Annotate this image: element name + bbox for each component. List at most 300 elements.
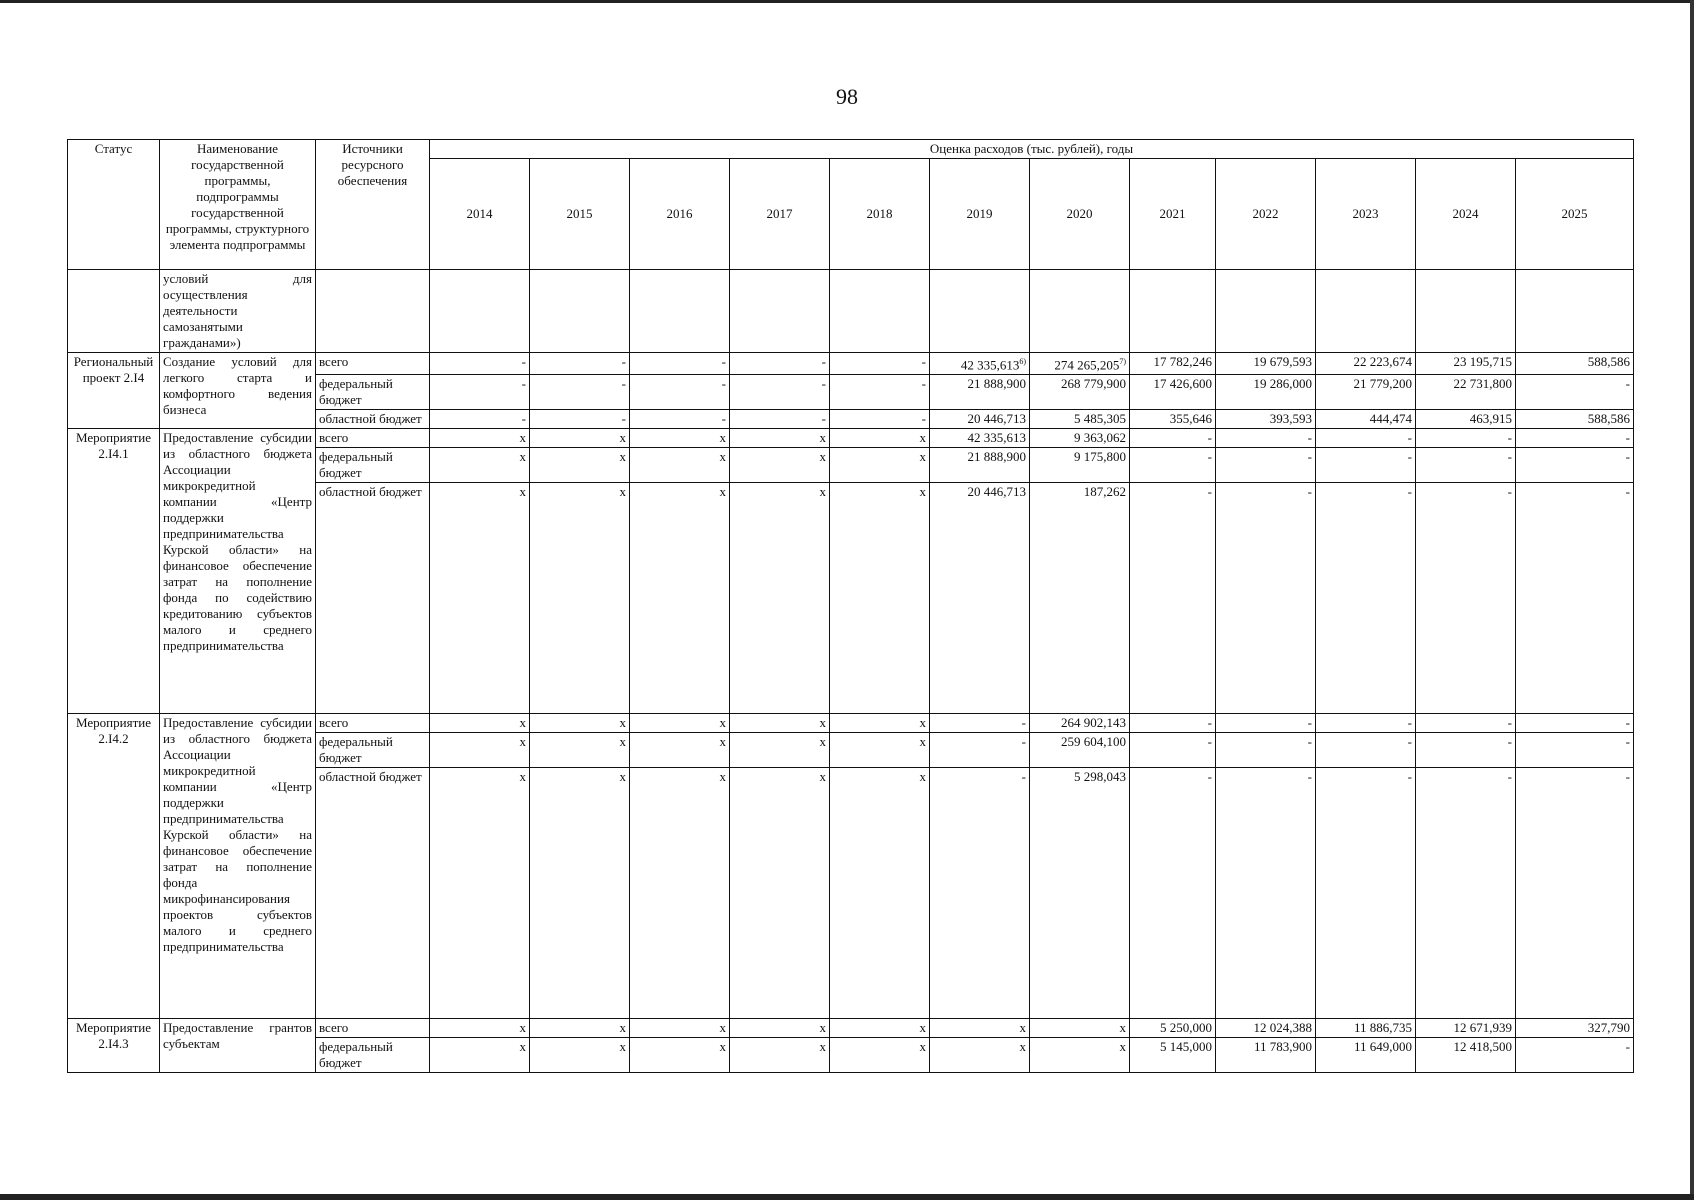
funding-source-cell: всего	[316, 1019, 430, 1038]
funding-source-cell: областной бюджет	[316, 410, 430, 429]
scan-border-bottom	[0, 1194, 1694, 1200]
value-cell	[1216, 714, 1316, 733]
value-text: -	[1307, 734, 1312, 750]
value-cell	[630, 768, 730, 1019]
status-cell: Региональный проект 2.I4	[68, 353, 160, 429]
header-year: 2019	[930, 159, 1030, 270]
value-text: 268 779,900	[1061, 376, 1126, 392]
value-text: -	[821, 354, 826, 369]
value-cell	[930, 1019, 1030, 1038]
value-text: -	[921, 354, 926, 369]
header-row	[68, 140, 1634, 159]
budget-table	[67, 139, 1634, 1073]
value-text: x	[819, 1039, 826, 1055]
value-text: x	[819, 715, 826, 731]
value-text: x	[619, 715, 626, 731]
value-cell	[530, 714, 630, 733]
value-cell	[1030, 448, 1130, 483]
continuation-row	[68, 270, 1634, 353]
value-cell	[1130, 410, 1216, 429]
value-cell	[930, 410, 1030, 429]
value-text: x	[619, 734, 626, 750]
value-text: -	[1625, 769, 1631, 785]
value-text: x	[519, 1039, 526, 1055]
value-cell	[430, 714, 530, 733]
value-cell	[430, 410, 530, 429]
value-cell	[1416, 448, 1516, 483]
value-text: 23 195,715	[1453, 354, 1512, 369]
value-text: x	[1119, 1039, 1126, 1055]
value-text: -	[721, 354, 726, 369]
value-text: x	[919, 449, 926, 465]
value-text: -	[721, 376, 726, 392]
value-cell	[1130, 714, 1216, 733]
value-text: -	[1021, 769, 1026, 785]
value-cell	[1216, 733, 1316, 768]
value-text: x	[619, 1020, 626, 1036]
value-text: -	[1207, 430, 1212, 446]
header-name: Наименование государственной программы, подпрограммы государственной программы, структурного элемента подпрограммы	[160, 140, 316, 270]
continuation-source-cell	[316, 270, 430, 353]
footnote-marker: 7)	[1119, 357, 1126, 366]
value-cell	[830, 375, 930, 410]
value-text: 42 335,613	[967, 430, 1026, 446]
value-cell	[1416, 353, 1516, 375]
value-cell	[1316, 375, 1416, 410]
value-cell	[530, 1019, 630, 1038]
value-text: x	[919, 430, 926, 446]
value-text: 5 298,043	[1074, 769, 1126, 785]
value-text: -	[1507, 484, 1512, 500]
value-cell	[430, 353, 530, 375]
value-text: 5 250,000	[1160, 1020, 1212, 1036]
value-cell	[930, 353, 1030, 375]
funding-source-cell: всего	[316, 353, 430, 375]
table-row	[68, 1019, 1634, 1038]
funding-source-cell: всего	[316, 429, 430, 448]
continuation-status-cell	[68, 270, 160, 353]
table-row	[68, 429, 1634, 448]
value-text: 22 223,674	[1353, 354, 1412, 369]
status-cell: Мероприятие 2.I4.3	[68, 1019, 160, 1073]
value-text: 5 145,000	[1160, 1039, 1212, 1055]
value-cell	[630, 410, 730, 429]
value-cell	[1516, 429, 1634, 448]
status-cell: Мероприятие 2.I4.2	[68, 714, 160, 1019]
value-text: -	[1407, 734, 1412, 750]
value-text: x	[919, 484, 926, 500]
value-cell	[1030, 375, 1130, 410]
value-text: -	[621, 354, 626, 369]
value-cell	[1316, 1038, 1416, 1073]
table-row	[68, 353, 1634, 375]
value-text: -	[1507, 449, 1512, 465]
value-cell	[530, 448, 630, 483]
header-year: 2020	[1030, 159, 1130, 270]
value-text: -	[1307, 484, 1312, 500]
value-cell	[1516, 1038, 1634, 1073]
value-cell	[1316, 483, 1416, 714]
value-text: x	[519, 430, 526, 446]
value-text: x	[719, 1039, 726, 1055]
funding-source-cell: всего	[316, 714, 430, 733]
header-year: 2025	[1516, 159, 1634, 270]
value-text: x	[519, 769, 526, 785]
value-cell	[1030, 733, 1130, 768]
value-text: 19 679,593	[1253, 354, 1312, 369]
value-cell	[930, 733, 1030, 768]
value-text: -	[1207, 449, 1212, 465]
value-cell	[1316, 448, 1416, 483]
value-cell	[730, 1038, 830, 1073]
value-cell	[830, 429, 930, 448]
value-cell	[1130, 375, 1216, 410]
value-cell	[1030, 768, 1130, 1019]
value-text: -	[1307, 715, 1312, 731]
value-cell	[930, 448, 1030, 483]
value-cell	[430, 733, 530, 768]
item-name-cell: Предоставление субсидии из областного бюджета Ассоциации микрокредитной компании «Центр поддержки предпринимательства Курской области» на финансовое обеспечение затрат на пополнение фонда по содействию кредитованию субъектов малого и среднего предпринимательства	[160, 429, 316, 714]
funding-source-cell: федеральный бюджет	[316, 448, 430, 483]
value-cell	[830, 768, 930, 1019]
value-text: -	[1625, 1039, 1631, 1055]
value-text: 12 024,388	[1253, 1020, 1312, 1036]
value-cell	[730, 429, 830, 448]
value-text: -	[1507, 430, 1512, 446]
value-cell	[1216, 768, 1316, 1019]
value-text: 42 335,613	[960, 357, 1020, 373]
value-text: 11 783,900	[1253, 1039, 1312, 1055]
value-cell	[1416, 410, 1516, 429]
value-cell	[1030, 483, 1130, 714]
value-cell	[730, 1019, 830, 1038]
value-cell	[830, 1038, 930, 1073]
value-cell	[930, 375, 1030, 410]
value-text: 20 446,713	[967, 411, 1026, 427]
value-text: -	[521, 411, 526, 427]
value-cell	[530, 733, 630, 768]
item-name-cell: Предоставление грантов субъектам	[160, 1019, 316, 1073]
value-text: x	[619, 449, 626, 465]
value-text: x	[719, 769, 726, 785]
value-text: 5 485,305	[1074, 411, 1126, 427]
value-cell	[630, 375, 730, 410]
value-text: x	[519, 715, 526, 731]
value-cell	[530, 429, 630, 448]
value-cell	[430, 1019, 530, 1038]
value-cell	[1130, 733, 1216, 768]
value-text: 187,262	[1083, 484, 1126, 500]
value-text: -	[721, 411, 726, 427]
value-text: 463,915	[1469, 411, 1512, 427]
value-text: -	[1407, 769, 1412, 785]
value-text: -	[1021, 715, 1026, 731]
header-year: 2021	[1130, 159, 1216, 270]
value-cell	[1316, 429, 1416, 448]
value-text: -	[1625, 430, 1631, 446]
value-text: 21 888,900	[967, 376, 1026, 392]
value-text: 355,646	[1169, 411, 1212, 427]
header-costs: Оценка расходов (тыс. рублей), годы	[430, 140, 1634, 159]
value-cell	[430, 448, 530, 483]
value-text: -	[1407, 484, 1412, 500]
value-cell	[430, 483, 530, 714]
value-cell	[1030, 410, 1130, 429]
funding-source-cell: федеральный бюджет	[316, 1038, 430, 1073]
value-cell	[1216, 429, 1316, 448]
value-text: x	[519, 449, 526, 465]
value-cell	[1516, 448, 1634, 483]
value-cell	[1416, 1019, 1516, 1038]
value-cell	[1416, 375, 1516, 410]
value-text: -	[921, 376, 926, 392]
value-text: x	[919, 715, 926, 731]
value-text: -	[1207, 715, 1212, 731]
value-cell	[430, 768, 530, 1019]
scan-border-top	[0, 0, 1694, 3]
value-text: 327,790	[1587, 1020, 1631, 1036]
value-text: -	[1407, 449, 1412, 465]
value-cell	[1316, 410, 1416, 429]
value-text: 588,586	[1587, 354, 1631, 369]
value-text: x	[819, 449, 826, 465]
value-text: 12 418,500	[1453, 1039, 1512, 1055]
value-text: x	[819, 484, 826, 500]
value-cell	[1216, 448, 1316, 483]
value-cell	[1516, 733, 1634, 768]
value-text: 17 782,246	[1153, 354, 1212, 369]
value-text: x	[1019, 1020, 1026, 1036]
value-text: -	[1021, 734, 1026, 750]
value-cell	[1316, 1019, 1416, 1038]
value-text: -	[1625, 449, 1631, 465]
funding-source-cell: областной бюджет	[316, 483, 430, 714]
header-year: 2017	[730, 159, 830, 270]
value-text: x	[819, 734, 826, 750]
value-text: 11 649,000	[1353, 1039, 1412, 1055]
value-cell	[930, 483, 1030, 714]
value-cell	[1130, 1038, 1216, 1073]
value-cell	[830, 483, 930, 714]
value-text: -	[1307, 769, 1312, 785]
value-cell	[530, 483, 630, 714]
value-cell	[1416, 714, 1516, 733]
value-text: -	[1207, 734, 1212, 750]
value-cell	[1516, 483, 1634, 714]
item-name-cell: Создание условий для легкого старта и комфортного ведения бизнеса	[160, 353, 316, 429]
value-text: 588,586	[1587, 411, 1631, 427]
value-text: x	[719, 1020, 726, 1036]
value-text: -	[1625, 484, 1631, 500]
value-text: x	[1119, 1020, 1126, 1036]
value-cell	[1516, 768, 1634, 1019]
value-text: -	[1407, 715, 1412, 731]
value-cell	[1516, 375, 1634, 410]
value-text: x	[919, 769, 926, 785]
value-text: 9 363,062	[1074, 430, 1126, 446]
item-name-cell: Предоставление субсидии из областного бюджета Ассоциации микрокредитной компании «Центр поддержки предпринимательства Курской области» на финансовое обеспечение затрат на пополнение фонда микрофинансирования проектов субъектов малого и среднего предпринимательства	[160, 714, 316, 1019]
value-text: -	[621, 411, 626, 427]
value-cell	[1516, 714, 1634, 733]
value-text: 22 731,800	[1453, 376, 1512, 392]
value-cell	[1130, 353, 1216, 375]
value-cell	[1416, 1038, 1516, 1073]
header-year: 2016	[630, 159, 730, 270]
value-cell	[1130, 483, 1216, 714]
value-text: -	[1307, 430, 1312, 446]
value-cell	[630, 448, 730, 483]
value-cell	[730, 410, 830, 429]
value-cell	[930, 714, 1030, 733]
value-text: 444,474	[1369, 411, 1412, 427]
value-cell	[930, 429, 1030, 448]
value-cell	[430, 429, 530, 448]
value-cell	[1416, 429, 1516, 448]
table-body	[68, 140, 1634, 1073]
value-text: -	[1207, 769, 1212, 785]
value-cell	[930, 1038, 1030, 1073]
value-text: x	[719, 715, 726, 731]
value-text: x	[619, 430, 626, 446]
value-cell	[1416, 483, 1516, 714]
value-text: x	[919, 1039, 926, 1055]
value-text: x	[519, 1020, 526, 1036]
value-text: -	[1625, 376, 1631, 392]
value-text: 19 286,000	[1253, 376, 1312, 392]
value-cell	[1030, 1038, 1130, 1073]
value-text: 259 604,100	[1061, 734, 1126, 750]
value-cell	[530, 768, 630, 1019]
status-cell: Мероприятие 2.I4.1	[68, 429, 160, 714]
value-text: -	[1507, 715, 1512, 731]
value-text: x	[919, 1020, 926, 1036]
value-cell	[1130, 768, 1216, 1019]
value-cell	[1416, 733, 1516, 768]
value-cell	[1216, 353, 1316, 375]
value-cell	[830, 353, 930, 375]
header-year: 2018	[830, 159, 930, 270]
value-text: -	[821, 376, 826, 392]
value-cell	[630, 1038, 730, 1073]
header-year: 2023	[1316, 159, 1416, 270]
value-text: 11 886,735	[1353, 1020, 1412, 1036]
funding-source-cell: федеральный бюджет	[316, 733, 430, 768]
value-cell	[830, 714, 930, 733]
header-year: 2022	[1216, 159, 1316, 270]
value-text: x	[619, 1039, 626, 1055]
value-text: 21 779,200	[1353, 376, 1412, 392]
value-text: -	[1207, 484, 1212, 500]
value-cell	[730, 733, 830, 768]
value-text: x	[819, 1020, 826, 1036]
value-text: -	[1625, 715, 1631, 731]
value-cell	[1216, 410, 1316, 429]
value-cell	[1130, 429, 1216, 448]
value-cell	[630, 714, 730, 733]
value-text: 264 902,143	[1061, 715, 1126, 731]
value-text: -	[521, 376, 526, 392]
value-cell	[430, 375, 530, 410]
value-text: 17 426,600	[1153, 376, 1212, 392]
value-cell	[730, 353, 830, 375]
value-cell	[1030, 353, 1130, 375]
value-cell	[630, 353, 730, 375]
value-cell	[1030, 1019, 1130, 1038]
value-cell	[1216, 375, 1316, 410]
scan-border-right	[1690, 0, 1694, 1200]
value-text: x	[719, 484, 726, 500]
value-cell	[1030, 714, 1130, 733]
header-year: 2014	[430, 159, 530, 270]
value-cell	[830, 1019, 930, 1038]
value-text: x	[719, 430, 726, 446]
value-cell	[1516, 1019, 1634, 1038]
value-text: x	[919, 734, 926, 750]
value-text: 274 265,205	[1054, 357, 1120, 373]
value-cell	[630, 733, 730, 768]
value-text: x	[719, 449, 726, 465]
value-cell	[630, 1019, 730, 1038]
page-number: 98	[836, 84, 858, 109]
value-text: 21 888,900	[967, 449, 1026, 465]
value-cell	[730, 768, 830, 1019]
value-text: x	[519, 484, 526, 500]
value-cell	[1216, 1038, 1316, 1073]
value-cell	[1316, 714, 1416, 733]
header-year: 2024	[1416, 159, 1516, 270]
value-cell	[830, 733, 930, 768]
value-cell	[730, 375, 830, 410]
value-text: -	[521, 354, 526, 369]
value-cell	[1316, 768, 1416, 1019]
value-text: x	[819, 769, 826, 785]
funding-source-cell: областной бюджет	[316, 768, 430, 1019]
value-cell	[1416, 768, 1516, 1019]
value-cell	[630, 429, 730, 448]
value-text: x	[519, 734, 526, 750]
value-cell	[830, 448, 930, 483]
header-year: 2015	[530, 159, 630, 270]
value-cell	[1216, 483, 1316, 714]
value-cell	[530, 353, 630, 375]
value-text: x	[819, 430, 826, 446]
value-text: -	[1507, 734, 1512, 750]
funding-source-cell: федеральный бюджет	[316, 375, 430, 410]
value-text: -	[1507, 769, 1512, 785]
value-text: x	[1019, 1039, 1026, 1055]
value-text: -	[921, 411, 926, 427]
value-cell	[530, 1038, 630, 1073]
header-source: Источники ресурсного обеспечения	[316, 140, 430, 270]
value-cell	[730, 483, 830, 714]
value-cell	[1216, 1019, 1316, 1038]
value-cell	[1516, 410, 1634, 429]
value-text: 12 671,939	[1453, 1020, 1512, 1036]
value-text: -	[1407, 430, 1412, 446]
value-cell	[730, 714, 830, 733]
continuation-name: условий для осуществления деятельности самозанятыми гражданами»)	[160, 270, 316, 353]
header-status: Статус	[68, 140, 160, 270]
value-cell	[830, 410, 930, 429]
table-row	[68, 714, 1634, 733]
value-cell	[1130, 1019, 1216, 1038]
value-cell	[930, 768, 1030, 1019]
value-cell	[1130, 448, 1216, 483]
value-text: -	[821, 411, 826, 427]
value-text: -	[1625, 734, 1631, 750]
value-text: x	[619, 769, 626, 785]
value-cell	[530, 375, 630, 410]
